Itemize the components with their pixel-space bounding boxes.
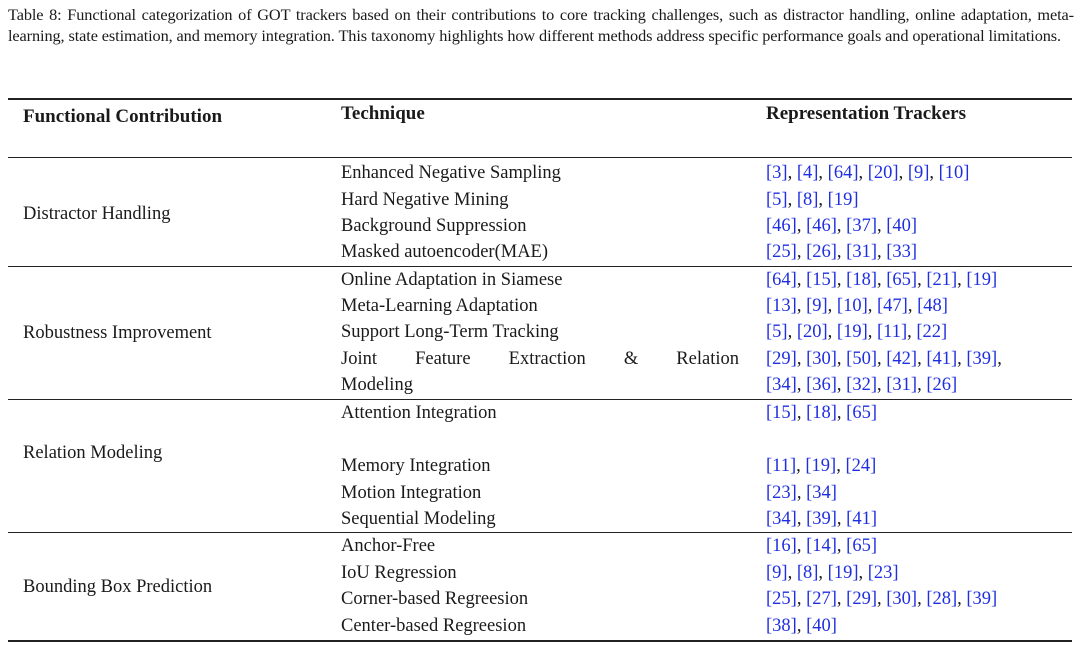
refs-cell: [23], [34]	[766, 483, 837, 503]
citation-link[interactable]: [50]	[846, 349, 877, 369]
technique-word: Extraction	[508, 349, 586, 369]
citation-link[interactable]: [11]	[766, 456, 797, 476]
citation-link[interactable]: [34]	[766, 509, 797, 529]
citation-link[interactable]: [65]	[846, 403, 877, 423]
citation-link[interactable]: [8]	[796, 190, 819, 210]
table-caption: Table 8: Functional categorization of GOT trackers based on their contributions to core tracking challenges, such as distractor handling, online adaptation, meta-learning, state estimation, and memory integration. This taxonomy highlights how different methods address specific performance goals and operational limitations.	[8, 5, 1074, 45]
category-distractor-handling: Distractor Handling	[23, 204, 171, 224]
citation-link[interactable]: [30]	[886, 589, 918, 609]
citation-link[interactable]: [47]	[876, 296, 908, 316]
top-rule	[8, 98, 1072, 100]
citation-link[interactable]: [18]	[846, 270, 877, 290]
citation-link[interactable]: [34]	[806, 483, 837, 503]
header-technique: Technique	[341, 103, 425, 124]
refs-cell: [29], [30], [50], [42], [41], [39],	[766, 349, 1002, 369]
technique-word: &	[623, 349, 639, 369]
citation-link[interactable]: [65]	[846, 536, 877, 556]
citation-link[interactable]: [30]	[806, 349, 837, 369]
citation-link[interactable]: [14]	[806, 536, 837, 556]
header-representation-trackers: Representation Trackers	[766, 103, 967, 124]
technique-cell: Sequential Modeling	[341, 509, 496, 529]
citation-link[interactable]: [41]	[846, 509, 877, 529]
citation-link[interactable]: [33]	[886, 242, 918, 262]
technique-cell: Enhanced Negative Sampling	[341, 163, 561, 183]
citation-link[interactable]: [23]	[867, 563, 899, 583]
citation-link[interactable]: [18]	[806, 403, 837, 423]
citation-link[interactable]: [10]	[836, 296, 868, 316]
citation-link[interactable]: [8]	[796, 563, 819, 583]
technique-word: Feature	[415, 349, 471, 369]
refs-cell: [34], [39], [41]	[766, 509, 877, 529]
technique-cell: Motion Integration	[341, 483, 482, 503]
technique-cell: Modeling	[341, 375, 413, 395]
refs-cell: [5], [8], [19]	[766, 190, 859, 210]
citation-link[interactable]: [26]	[926, 375, 958, 395]
citation-link[interactable]: [19]	[836, 322, 868, 342]
citation-link[interactable]: [26]	[806, 242, 837, 262]
refs-cell: [64], [15], [18], [65], [21], [19]	[766, 270, 998, 290]
citation-link[interactable]: [64]	[766, 270, 797, 290]
citation-link[interactable]: [9]	[907, 163, 930, 183]
technique-cell: Corner-based Regreesion	[341, 589, 529, 609]
refs-cell: [11], [19], [24]	[766, 456, 877, 476]
citation-link[interactable]: [19]	[805, 456, 837, 476]
refs-cell: [13], [9], [10], [47], [48]	[766, 296, 948, 316]
group-divider	[8, 399, 1072, 400]
citation-link[interactable]: [34]	[766, 375, 797, 395]
citation-link[interactable]: [31]	[886, 375, 918, 395]
refs-cell: [25], [27], [29], [30], [28], [39]	[766, 589, 998, 609]
bottom-rule	[8, 640, 1072, 642]
citation-link[interactable]: [64]	[827, 163, 859, 183]
citation-link[interactable]: [20]	[796, 322, 828, 342]
citation-link[interactable]: [15]	[806, 270, 837, 290]
technique-cell: Online Adaptation in Siamese	[341, 270, 563, 290]
citation-link[interactable]: [4]	[796, 163, 819, 183]
citation-link[interactable]: [25]	[766, 589, 797, 609]
technique-word: Joint	[341, 349, 377, 369]
technique-cell: Attention Integration	[341, 403, 497, 423]
citation-link[interactable]: [24]	[845, 456, 877, 476]
category-robustness-improvement: Robustness Improvement	[23, 323, 212, 343]
category-relation-modeling: Relation Modeling	[23, 443, 163, 463]
citation-link[interactable]: [38]	[766, 616, 797, 636]
citation-link[interactable]: [42]	[886, 349, 918, 369]
technique-cell: Hard Negative Mining	[341, 190, 509, 210]
citation-link[interactable]: [39]	[966, 589, 998, 609]
citation-link[interactable]: [10]	[938, 163, 970, 183]
citation-link[interactable]: [28]	[926, 589, 958, 609]
citation-link[interactable]: [29]	[846, 589, 877, 609]
citation-link[interactable]: [19]	[827, 563, 859, 583]
citation-link[interactable]: [40]	[886, 216, 918, 236]
citation-link[interactable]: [46]	[806, 216, 837, 236]
citation-link[interactable]: [65]	[886, 270, 918, 290]
refs-cell: [5], [20], [19], [11], [22]	[766, 322, 948, 342]
technique-cell: Anchor-Free	[341, 536, 436, 556]
refs-cell: [25], [26], [31], [33]	[766, 242, 918, 262]
technique-cell: Masked autoencoder(MAE)	[341, 242, 549, 262]
technique-cell-justified	[341, 348, 739, 370]
citation-link[interactable]: [46]	[766, 216, 797, 236]
refs-cell: [46], [46], [37], [40]	[766, 216, 918, 236]
technique-cell: Center-based Regreesion	[341, 616, 527, 636]
citation-link[interactable]: [21]	[926, 270, 958, 290]
category-bounding-box-prediction: Bounding Box Prediction	[23, 577, 213, 597]
citation-link[interactable]: [48]	[917, 296, 948, 316]
citation-link[interactable]: [39]	[966, 349, 998, 369]
header-rule	[8, 157, 1072, 158]
refs-cell: [38], [40]	[766, 616, 837, 636]
citation-link[interactable]: [40]	[806, 616, 837, 636]
citation-link[interactable]: [3]	[766, 163, 788, 183]
citation-link[interactable]: [5]	[766, 190, 788, 210]
citation-link[interactable]: [11]	[876, 322, 908, 342]
citation-link[interactable]: [29]	[766, 349, 797, 369]
citation-link[interactable]: [9]	[766, 563, 788, 583]
header-functional-contribution: Functional Contribution	[23, 106, 223, 127]
citation-link[interactable]: [41]	[926, 349, 958, 369]
citation-link[interactable]: [20]	[867, 163, 899, 183]
refs-cell: [15], [18], [65]	[766, 403, 877, 423]
technique-cell: Background Suppression	[341, 216, 527, 236]
citation-link[interactable]: [36]	[806, 375, 837, 395]
citation-link[interactable]: [19]	[966, 270, 998, 290]
refs-cell: [34], [36], [32], [31], [26]	[766, 375, 958, 395]
citation-link[interactable]: [22]	[916, 322, 948, 342]
citation-link[interactable]: [9]	[806, 296, 828, 316]
refs-cell: [9], [8], [19], [23]	[766, 563, 899, 583]
technique-word: Relation	[676, 349, 739, 369]
citation-link[interactable]: [13]	[766, 296, 797, 316]
technique-cell: Support Long-Term Tracking	[341, 322, 559, 342]
refs-cell: [3], [4], [64], [20], [9], [10]	[766, 163, 970, 183]
citation-link[interactable]: [27]	[806, 589, 837, 609]
citation-link[interactable]: [15]	[766, 403, 797, 423]
citation-link[interactable]: [5]	[766, 322, 788, 342]
group-divider	[8, 532, 1072, 533]
refs-cell: [16], [14], [65]	[766, 536, 877, 556]
technique-cell: Meta-Learning Adaptation	[341, 296, 538, 316]
citation-link[interactable]: [16]	[766, 536, 797, 556]
technique-cell: IoU Regression	[341, 563, 457, 583]
citation-link[interactable]: [32]	[846, 375, 877, 395]
citation-link[interactable]: [37]	[846, 216, 877, 236]
citation-link[interactable]: [31]	[846, 242, 877, 262]
technique-cell: Memory Integration	[341, 456, 491, 476]
citation-link[interactable]: [23]	[766, 483, 797, 503]
group-divider	[8, 266, 1072, 267]
citation-link[interactable]: [19]	[827, 190, 859, 210]
citation-link[interactable]: [39]	[806, 509, 837, 529]
citation-link[interactable]: [25]	[766, 242, 797, 262]
